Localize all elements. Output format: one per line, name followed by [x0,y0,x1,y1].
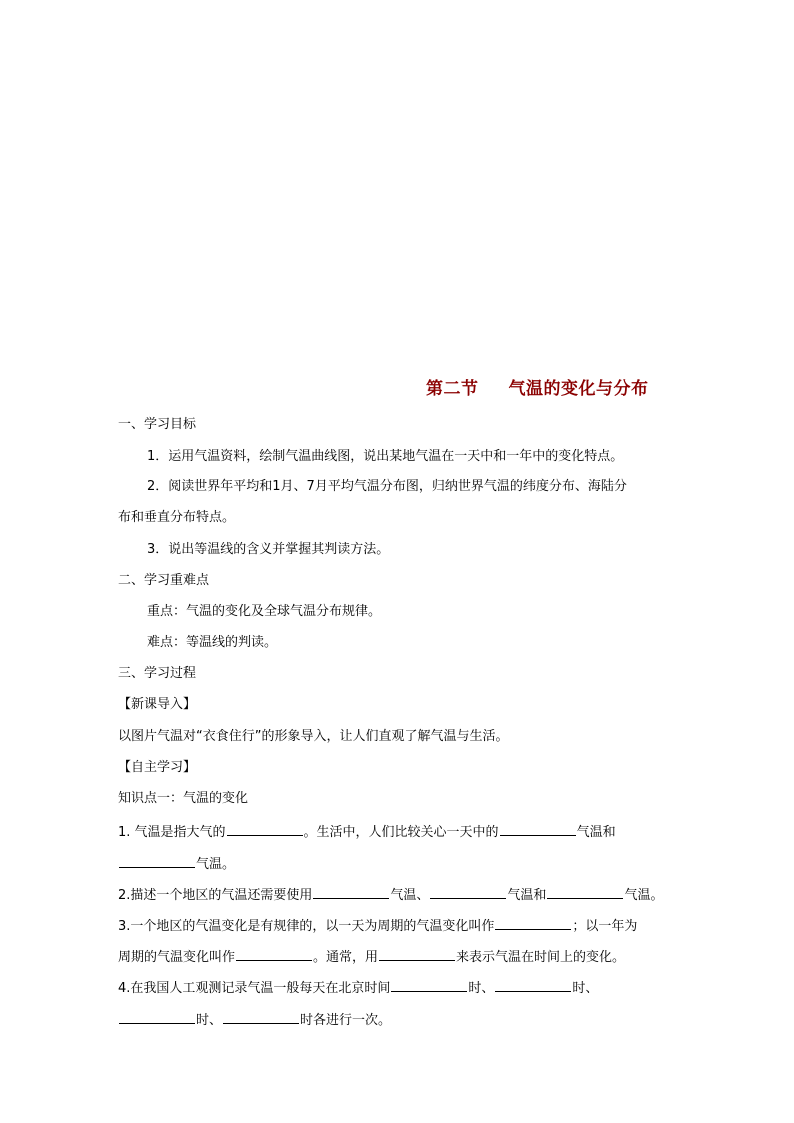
question-text: 气温和 [576,825,616,840]
question-2 [118,884,663,905]
question-3-line1 [118,915,637,936]
answer-blank[interactable] [119,853,195,868]
question-text: 3.一个地区的气温变化是有规律的，以一天为周期的气温变化叫作 [118,919,495,934]
answer-blank[interactable] [430,884,506,899]
question-text: ；以一年为 [572,919,638,934]
question-text: 时、 [196,1013,223,1028]
process-heading: 三、学习过程 [118,666,197,681]
question-text: 4.在我国人工观测记录气温一般每天在北京时间 [118,981,391,996]
question-1-line2 [118,853,235,874]
answer-blank[interactable] [119,1009,195,1024]
knowledge-point-1: 知识点一：气温的变化 [118,791,249,806]
question-text: 气温和 [507,888,547,903]
answer-blank[interactable] [379,946,455,961]
answer-blank[interactable] [495,977,571,992]
section-number: 第二节 [426,379,479,399]
question-4-line1 [118,977,598,998]
question-text: 。生活中，人们比较关心一天中的 [303,825,499,840]
question-text: 2.描述一个地区的气温还需要使用 [118,888,313,903]
answer-blank[interactable] [547,884,623,899]
question-text: 。通常，用 [313,950,379,965]
answer-blank[interactable] [236,946,312,961]
objectives-heading: 一、学习目标 [118,417,197,432]
question-1-line1 [118,821,616,842]
question-text: 来表示气温在时间上的变化。 [456,950,626,965]
objective-1: 1．运用气温资料，绘制气温曲线图，说出某地气温在一天中和一年中的变化特点。 [147,449,624,464]
objective-2-line1: 2．阅读世界年平均和1月、7月平均气温分布图，归纳世界气温的纬度分布、海陆分 [147,479,627,494]
answer-blank[interactable] [223,1009,299,1024]
answer-blank[interactable] [313,884,389,899]
question-text: 时、 [468,981,495,996]
intro-heading: 【新课导入】 [118,697,197,712]
difficult-point: 难点：等温线的判读。 [147,635,278,650]
question-3-line2 [118,946,625,967]
objective-3: 3．说出等温线的含义并掌握其判读方法。 [147,542,390,557]
difficulty-heading: 二、学习重难点 [118,573,210,588]
question-text: 气温。 [196,857,236,872]
section-title [426,374,649,399]
question-text: 气温、 [390,888,430,903]
answer-blank[interactable] [500,821,576,836]
answer-blank[interactable] [391,977,467,992]
intro-text: 以图片气温对“衣食住行”的形象导入，让人们直观了解气温与生活。 [118,729,509,744]
section-topic: 气温的变化与分布 [508,379,649,399]
question-4-line2 [118,1009,391,1030]
question-text: 时、 [572,981,599,996]
answer-blank[interactable] [495,915,571,930]
self-study-heading: 【自主学习】 [118,760,197,775]
question-text: 气温。 [624,888,664,903]
question-text: 时各进行一次。 [300,1013,392,1028]
key-point: 重点：气温的变化及全球气温分布规律。 [147,604,382,619]
question-text: 1. 气温是指大气的 [118,825,226,840]
answer-blank[interactable] [227,821,303,836]
objective-2-line2: 布和垂直分布特点。 [118,510,236,525]
question-text: 周期的气温变化叫作 [118,950,236,965]
